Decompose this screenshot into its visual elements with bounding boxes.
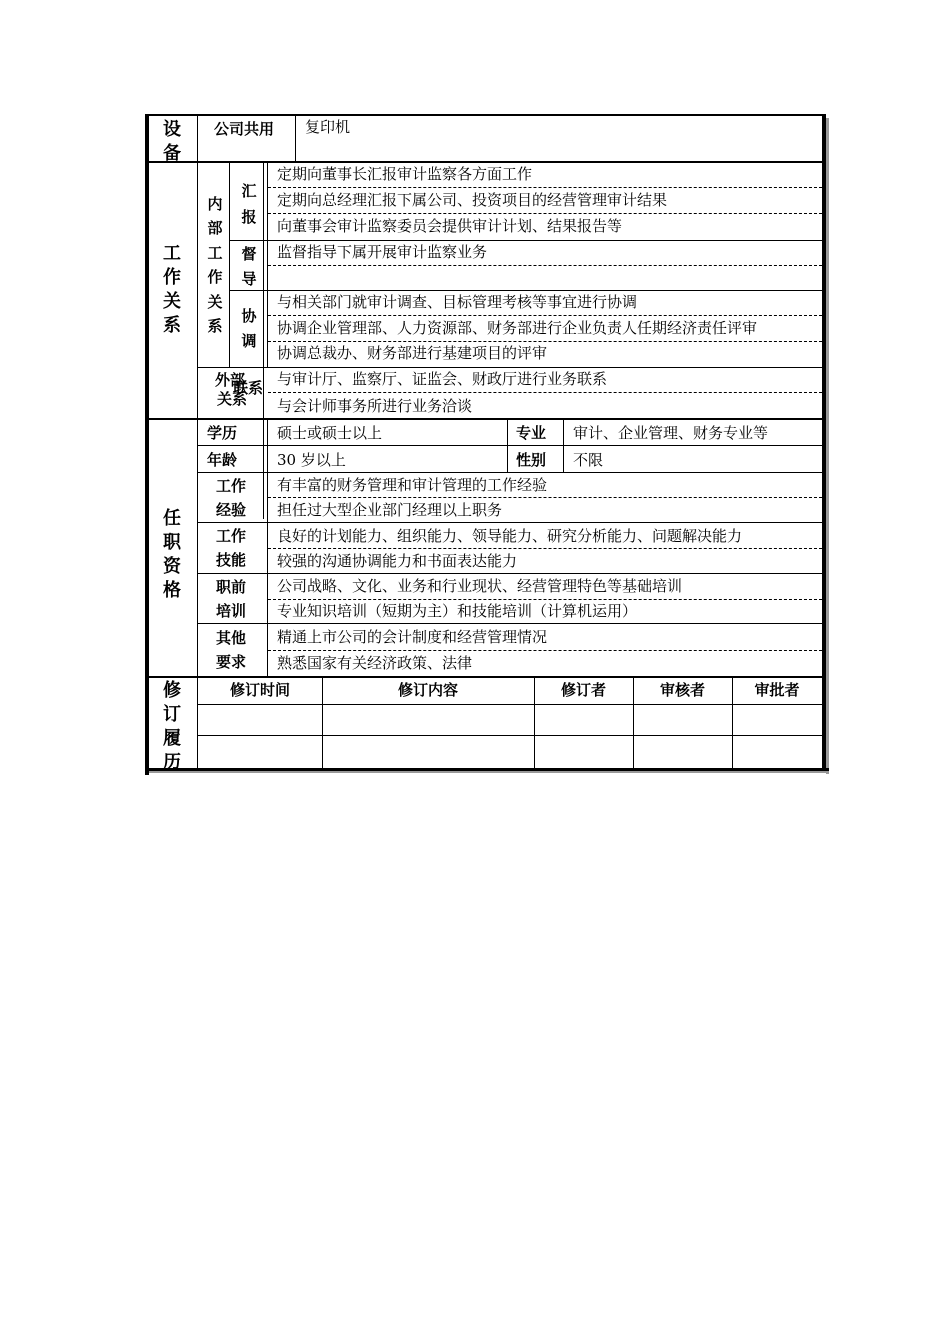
row-divider: [268, 392, 822, 393]
row-rule: [197, 573, 822, 574]
revision-header-reviser: 修订者: [560, 681, 606, 699]
experience-item-1: 有丰富的财务管理和审计管理的工作经验: [277, 476, 548, 494]
revision-col-divider: [732, 678, 733, 768]
report-item-2: 定期向总经理汇报下属公司、投资项目的经营管理审计结果: [277, 191, 668, 209]
row-divider: [268, 315, 822, 316]
revision-header-content: 修订内容: [397, 681, 458, 699]
row-divider: [268, 213, 822, 214]
revision-row-rule: [197, 735, 822, 736]
row-rule: [197, 445, 822, 446]
training-item-1: 公司战略、文化、业务和行业现状、经营管理特色等基础培训: [277, 577, 683, 595]
row-divider: [268, 187, 822, 188]
external-item-1: 与审计厅、监察厅、证监会、财政厅进行业务联系: [277, 370, 608, 388]
external-label-line2: 关系: [217, 390, 248, 408]
revision-header-time: 修订时间: [229, 681, 290, 699]
major-divider: [563, 420, 564, 472]
skills-label-line2: 技能: [216, 551, 247, 569]
gender-label: 性别: [516, 451, 547, 469]
revision-header-reviewer: 审核者: [659, 681, 705, 699]
row-rule: [197, 623, 822, 624]
equipment-value: 复印机: [305, 118, 351, 136]
revision-col-divider: [534, 678, 535, 768]
age-value: 30 岁以上: [277, 451, 346, 469]
coordinate-item-2: 协调企业管理部、人力资源部、财务部进行企业负责人任期经济责任评审: [277, 319, 758, 337]
equipment-bottom-rule: [149, 161, 822, 163]
revision-col-divider: [322, 678, 323, 768]
gender-value: 不限: [573, 451, 604, 469]
external-label-overlap: 联系: [233, 379, 264, 397]
report-item-3: 向董事会审计监察委员会提供审计计划、结果报告等: [277, 217, 623, 235]
coordinate-label: 协调: [241, 307, 257, 350]
section-qualifications: 任职资格: [163, 508, 181, 601]
revision-col-divider: [633, 678, 634, 768]
equipment-divider: [295, 116, 296, 161]
row-divider: [268, 548, 822, 549]
experience-label-line1: 工作: [216, 477, 247, 495]
sublabel-divider: [263, 163, 264, 519]
training-item-2: 专业知识培训（短期为主）和技能培训（计算机运用）: [277, 602, 638, 620]
section-equipment: 设备: [163, 119, 181, 164]
frame-right-shadow: [826, 118, 829, 774]
supervise-item-1: 监督指导下属开展审计监察业务: [277, 243, 488, 261]
other-item-1: 精通上市公司的会计制度和经营管理情况: [277, 628, 548, 646]
job-description-table: [145, 114, 829, 775]
internal-bottom-rule: [197, 367, 822, 368]
major-value: 审计、企业管理、财务专业等: [573, 424, 769, 442]
qualifications-bottom-rule: [149, 676, 822, 678]
training-label-line1: 职前: [216, 578, 247, 596]
coordinate-item-3: 协调总裁办、财务部进行基建项目的评审: [277, 344, 548, 362]
work-relations-bottom-rule: [149, 418, 822, 420]
report-bottom-rule: [229, 240, 822, 241]
supervise-bottom-rule: [229, 290, 822, 291]
education-value: 硕士或硕士以上: [277, 424, 383, 442]
equipment-label: 公司共用: [214, 120, 275, 138]
experience-label-line2: 经验: [216, 501, 247, 519]
other-label-line2: 要求: [216, 653, 247, 671]
frame-top-border: [145, 114, 826, 116]
frame-bottom-shadow: [149, 771, 829, 773]
row-rule: [197, 522, 822, 523]
education-divider: [507, 420, 508, 472]
internal-relations-label: 内部工作关系: [207, 195, 223, 336]
row-divider: [268, 599, 822, 600]
revision-header-rule: [197, 704, 822, 705]
skills-item-1: 良好的计划能力、组织能力、领导能力、研究分析能力、问题解决能力: [277, 527, 743, 545]
education-label: 学历: [207, 424, 238, 442]
training-label-line2: 培训: [216, 602, 247, 620]
other-item-2: 熟悉国家有关经济政策、法律: [277, 654, 473, 672]
external-label-line1: 外部: [215, 371, 246, 389]
row-divider: [268, 650, 822, 651]
row-rule: [197, 472, 822, 473]
skills-label-line1: 工作: [216, 527, 247, 545]
row-divider: [268, 265, 822, 266]
internal-label-divider: [229, 163, 230, 367]
qualification-label-divider: [267, 420, 268, 676]
section-column-divider: [197, 116, 198, 770]
row-divider: [268, 341, 822, 342]
report-item-1: 定期向董事长汇报审计监察各方面工作: [277, 165, 533, 183]
revision-header-approver: 审批者: [754, 681, 800, 699]
external-item-2: 与会计师事务所进行业务洽谈: [277, 397, 473, 415]
age-label: 年龄: [207, 451, 238, 469]
supervise-label: 督导: [241, 245, 257, 288]
section-work-relations: 工作关系: [163, 243, 181, 336]
other-label-line1: 其他: [216, 629, 247, 647]
report-label: 汇报: [241, 182, 257, 226]
skills-item-2: 较强的沟通协调能力和书面表达能力: [277, 552, 518, 570]
section-revision-history: 修订履历: [163, 680, 181, 773]
major-label: 专业: [516, 424, 547, 442]
row-divider: [268, 497, 822, 498]
coordinate-item-1: 与相关部门就审计调查、目标管理考核等事宜进行协调: [277, 293, 638, 311]
experience-item-2: 担任过大型企业部门经理以上职务: [277, 501, 503, 519]
